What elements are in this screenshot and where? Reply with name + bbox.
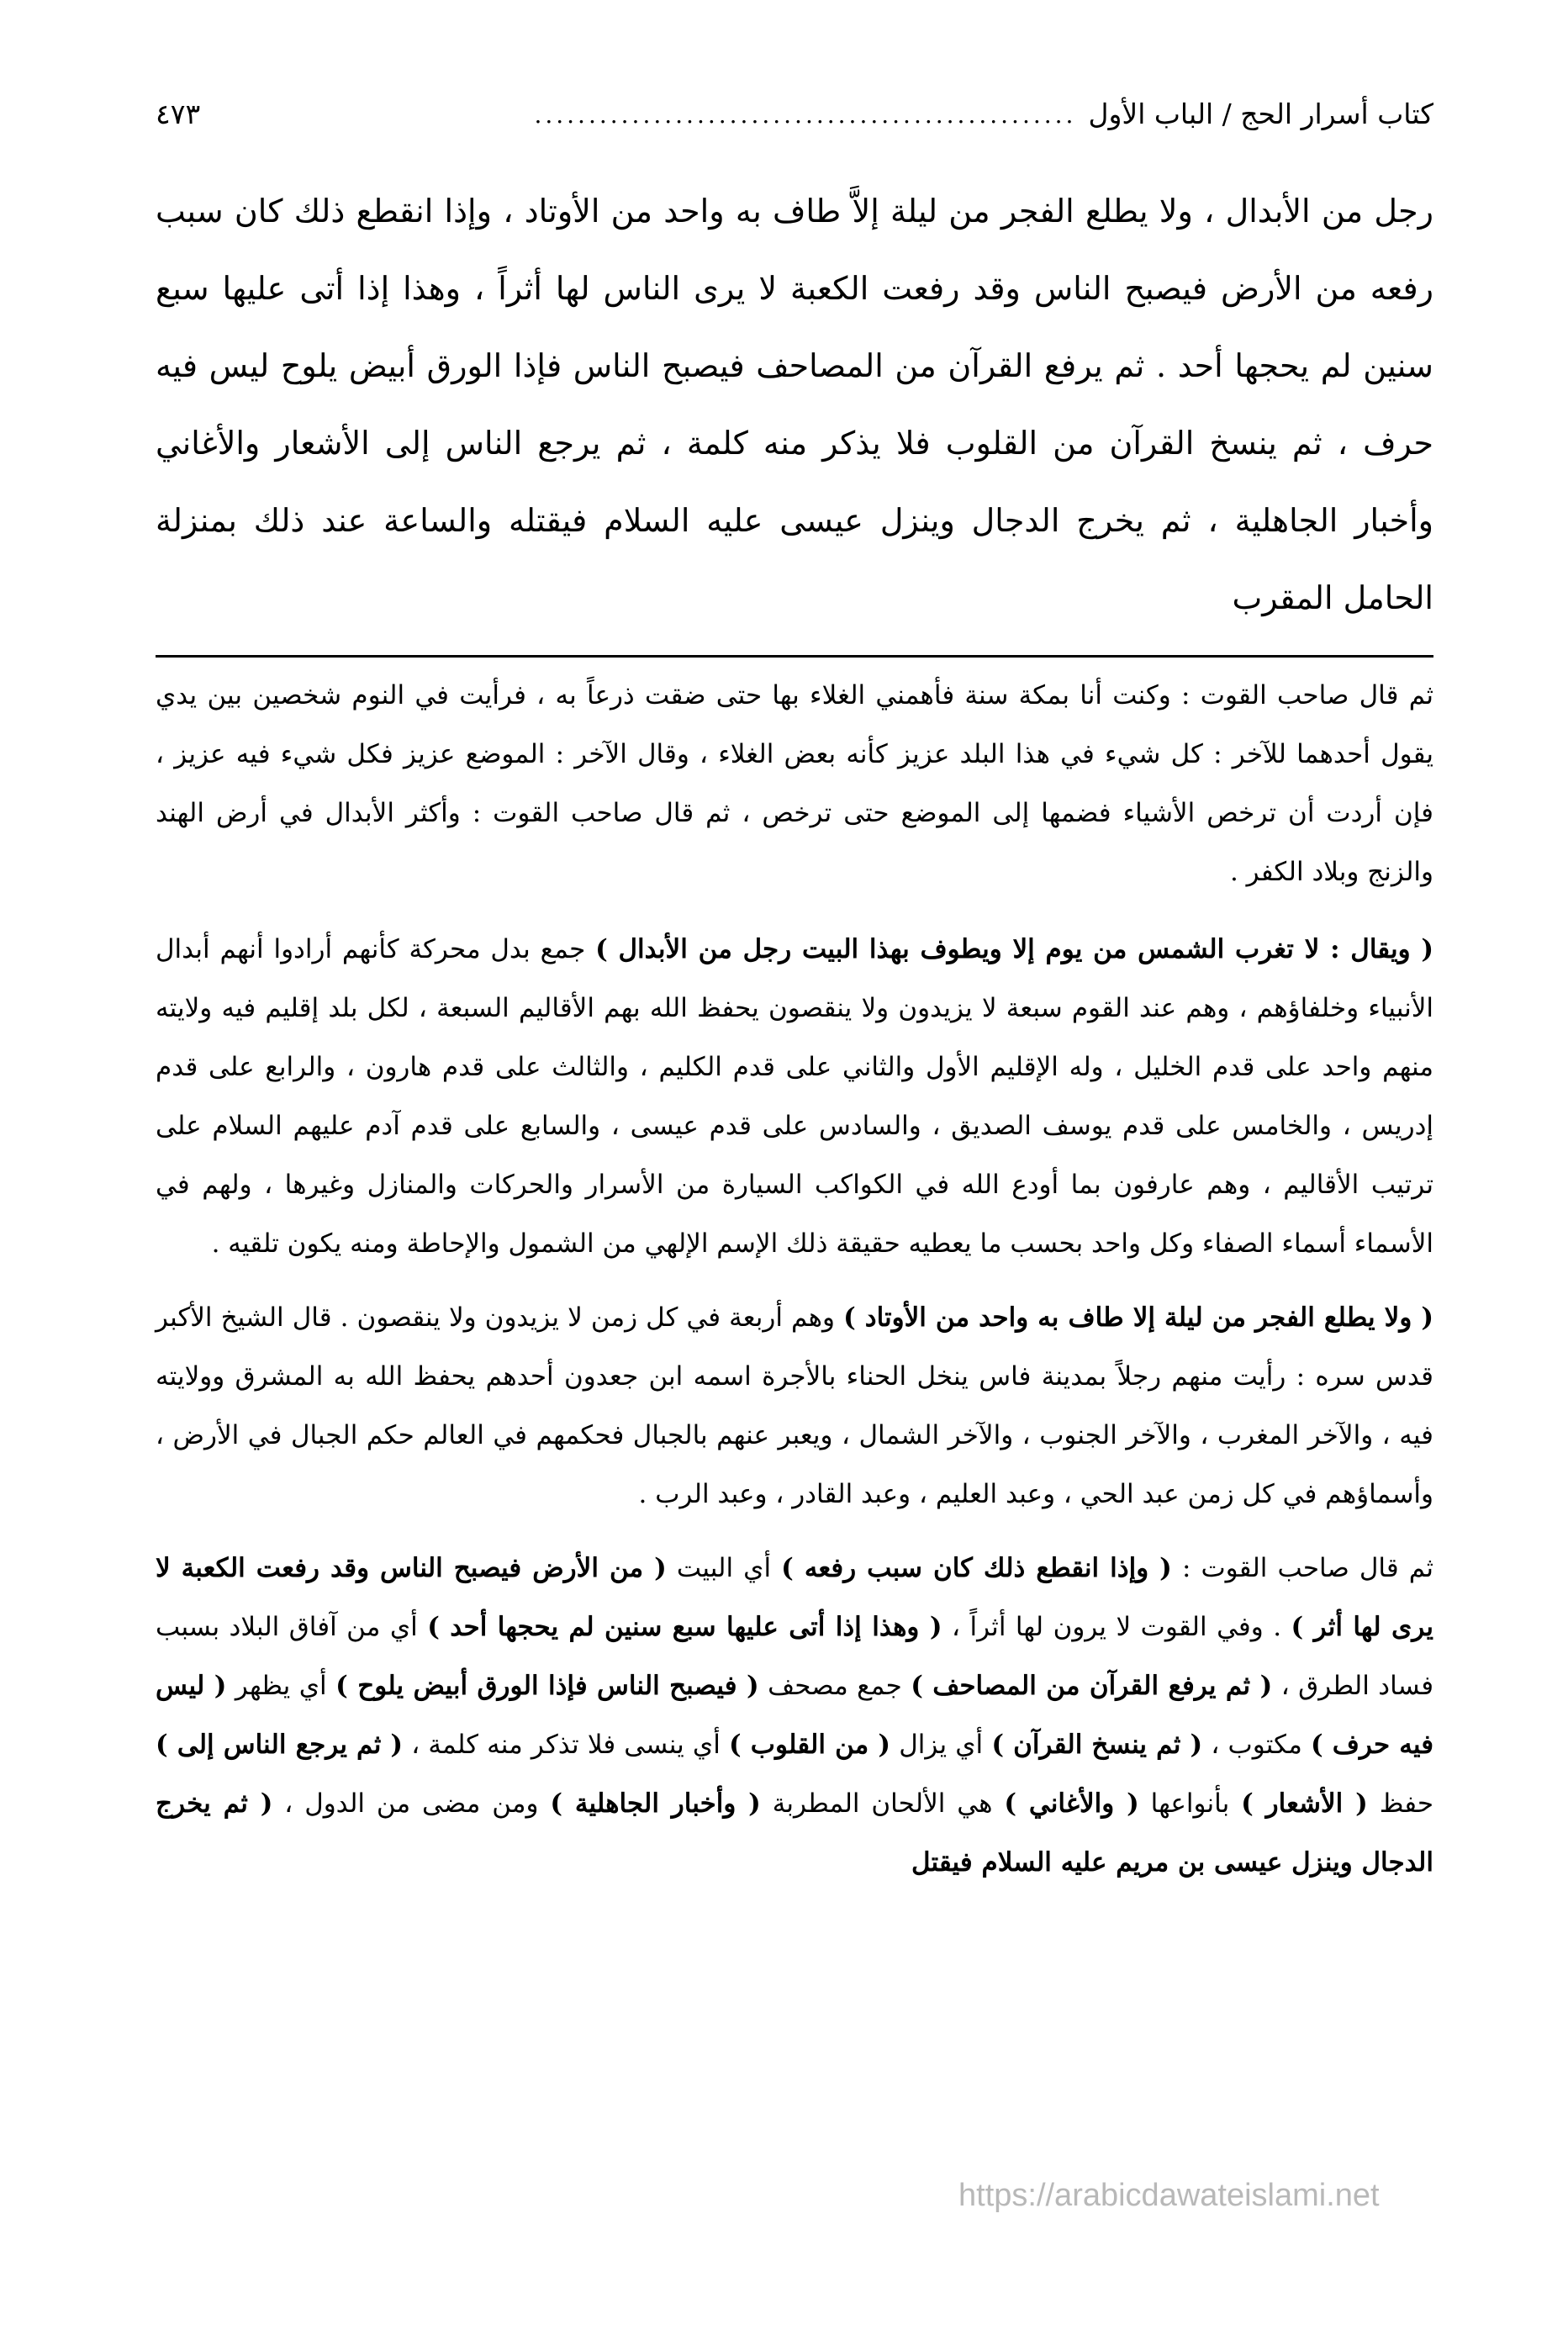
quoted-text: ( فيصبح الناس فإذا الورق أبيض يلوح )	[335, 1671, 759, 1701]
quoted-text: ( الأشعار )	[1241, 1788, 1368, 1819]
commentary-text: بأنواعها	[1150, 1788, 1230, 1819]
header-title: كتاب أسرار الحج / الباب الأول	[1088, 98, 1433, 130]
commentary-paragraph-3	[156, 1288, 1433, 1524]
quoted-text: ( ولا يطلع الفجر من ليلة إلا طاف به واحد من الأوتاد )	[843, 1302, 1433, 1333]
main-text: رجل من الأبدال ، ولا يطلع الفجر من ليلة إلاَّ طاف به واحد من الأوتاد ، وإذا انقطع ذلك كان سبب رفعه من الأرض فيصبح الناس وقد رفعت الكعبة لا يرى الناس لها أثراً ، وهذا إذا أتى عليها سبع سنين لم يحجها أحد . ثم يرفع القرآن من المصاحف فيصبح الناس فإذا الورق أبيض يلوح ليس فيه حرف ، ثم ينسخ القرآن من القلوب فلا يذكر منه كلمة ، ثم يرجع الناس إلى الأشعار والأغاني وأخبار الجاهلية ، ثم يخرج الدجال وينزل عيسى عليه السلام فيقتله والساعة عند ذلك بمنزلة الحامل المقرب	[156, 193, 1433, 616]
quoted-text: ( وأخبار الجاهلية )	[550, 1788, 761, 1819]
running-header	[156, 80, 1433, 130]
quoted-text: ( ويقال : لا تغرب الشمس من يوم إلا ويطوف بهذا البيت رجل من الأبدال )	[595, 934, 1433, 964]
quoted-text: ( ثم يرفع القرآن من المصاحف )	[911, 1671, 1273, 1701]
commentary-text: أي من آفاق البلاد بسبب فساد الطرق ،	[156, 1612, 1434, 1701]
watermark-url: https://arabicdawateislami.net	[958, 2178, 1380, 2213]
page-number: ٤٧٣	[156, 98, 201, 130]
quoted-text: ( ثم يرجع الناس إلى )	[156, 1730, 404, 1760]
commentary-text: . وفي القوت لا يرون لها أثراً ،	[951, 1612, 1282, 1642]
separator-rule	[156, 655, 1433, 658]
quoted-text: ( من الأرض فيصبح الناس وقد رفعت الكعبة لا يرى لها أثر )	[156, 1553, 1433, 1642]
quoted-text: ( ثم ينسخ القرآن )	[991, 1730, 1203, 1760]
header-leader-dots: ..................................................	[534, 103, 1077, 129]
commentary-text: ومن مضى من الدول ،	[284, 1788, 539, 1819]
commentary-text: أي يظهر	[235, 1671, 327, 1701]
commentary-paragraph-4	[156, 1539, 1433, 1892]
commentary-text: وهم أربعة في كل زمن لا يزيدون ولا ينقصون . قال الشيخ الأكبر قدس سره : رأيت منهم رجلاً بمدينة فاس ينخل الحناء بالأجرة اسمه ابن جعدون أحدهم يحفظ الله به المشرق وولايته فيه ، والآخر المغرب ، والآخر الجنوب ، والآخر الشمال ، ويعبر عنهم بالجبال فحكمهم في العالم حكم الجبال في الأرض ، وأسماؤهم في كل زمن عبد الحي ، وعبد العليم ، وعبد القادر ، وعبد الرب .	[156, 1302, 1433, 1509]
commentary-text: ثم قال صاحب القوت :	[1181, 1553, 1434, 1583]
quoted-text: ( ثم يخرج الدجال وينزل عيسى بن مريم عليه السلام فيقتل	[156, 1788, 1433, 1878]
commentary-text: مكتوب ،	[1211, 1730, 1302, 1760]
commentary-paragraph-1: ثم قال صاحب القوت : وكنت أنا بمكة سنة فأهمني الغلاء بها حتى ضقت ذرعاً به ، فرأيت في النوم شخصين بين يدي يقول أحدهما للآخر : كل شيء في هذا البلد عزيز كأنه بعض الغلاء ، وقال الآخر : الموضع عزيز فكل شيء فيه عزيز ، فإن أردت أن ترخص الأشياء فضمها إلى الموضع حتى ترخص ، ثم قال صاحب القوت : وأكثر الأبدال في أرض الهند والزنج وبلاد الكفر .	[156, 680, 1433, 887]
quoted-text: ( وهذا إذا أتى عليها سبع سنين لم يحجها أحد )	[427, 1612, 942, 1642]
commentary-text: أي البيت	[676, 1553, 772, 1583]
commentary-text: جمع مصحف	[768, 1671, 902, 1701]
commentary-section	[156, 666, 1433, 1892]
commentary-text: جمع بدل محركة كأنهم أرادوا أنهم أبدال الأنبياء وخلفاؤهم ، وهم عند القوم سبعة لا يزيدون ولا ينقصون يحفظ الله بهم الأقاليم السبعة ، لكل بلد إقليم فيه ولايته منهم واحد على قدم الخليل ، وله الإقليم الأول والثاني على قدم الكليم ، والثالث على قدم هارون ، والرابع على قدم إدريس ، والخامس على قدم يوسف الصديق ، والسادس على قدم عيسى ، والسابع على قدم آدم عليهم السلام على ترتيب الأقاليم ، وهم عارفون بما أودع الله في الكواكب السيارة من الأسرار والحركات والمنازل وغيرها ، ولهم في الأسماء أسماء الصفاء وكل واحد بحسب ما يعطيه حقيقة ذلك الإسم الإلهي من الشمول والإحاطة ومنه يكون تلقيه .	[156, 934, 1433, 1259]
commentary-text: هي الألحان المطربة	[772, 1788, 993, 1819]
commentary-text: أي يزال	[899, 1730, 984, 1760]
quoted-text: ( من القلوب )	[729, 1730, 891, 1760]
commentary-paragraph-2	[156, 920, 1433, 1273]
quoted-text: ( ليس فيه حرف )	[156, 1671, 1434, 1760]
book-page	[156, 80, 1433, 2266]
quoted-text: ( وإذا انقطع ذلك كان سبب رفعه )	[781, 1553, 1172, 1583]
commentary-text: حفظ	[1379, 1788, 1433, 1819]
quoted-text: ( والأغاني )	[1004, 1788, 1139, 1819]
commentary-text: أي ينسى فلا تذكر منه كلمة ،	[411, 1730, 721, 1760]
